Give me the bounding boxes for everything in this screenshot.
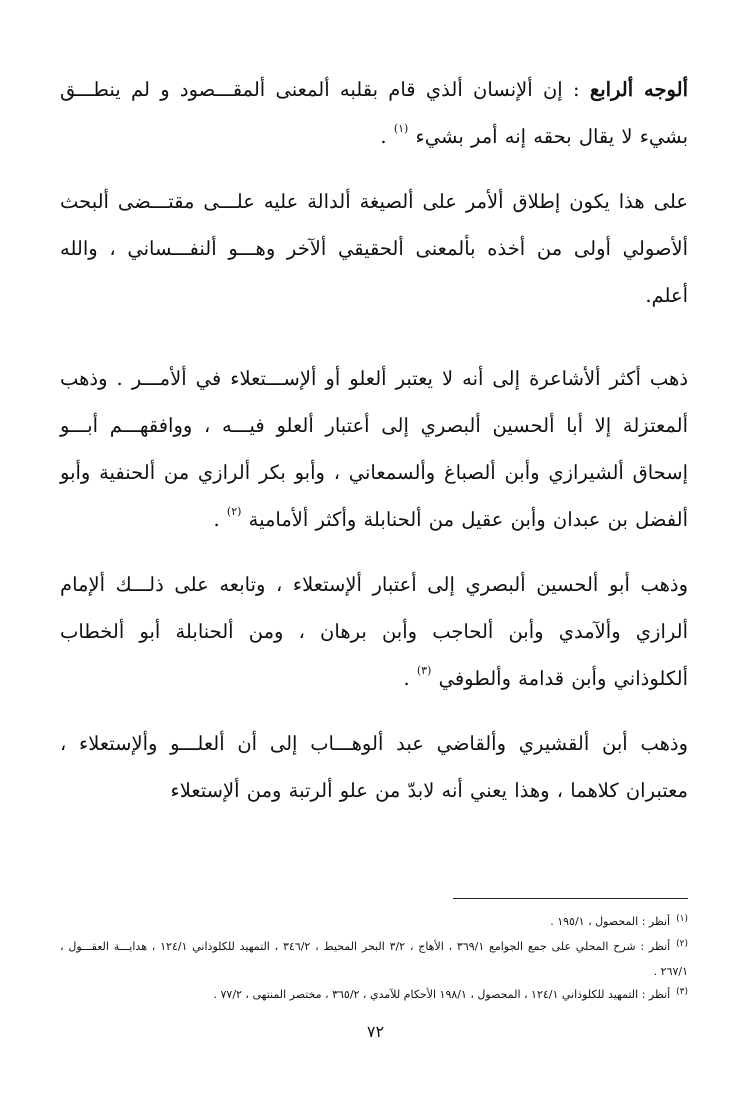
footnote-ref[interactable]: (٢) xyxy=(226,504,242,518)
page-body xyxy=(60,60,688,1050)
page-number: ٧٢ xyxy=(366,1022,385,1041)
footnote-number: (٣) xyxy=(676,987,688,997)
footnote-item xyxy=(60,935,688,983)
footnote-number: (٢) xyxy=(676,939,688,949)
paragraph-tail: . xyxy=(403,667,410,690)
paragraph-tail: . xyxy=(380,125,387,148)
footnote-text: أنظر : المحصول ، ١٩٥/١ . xyxy=(550,915,671,928)
paragraph-text: وذهب أبن ألقشيري وألقاضي عبد ألوهـــاب إلى أن ألعلـــو وألإستعلاء ، معتبران كلاهما ، وهذا يعني أنه لابدّ من علو ألرتبة ومن ألإستعلاء xyxy=(60,732,688,802)
paragraph-abu-husayn xyxy=(60,561,688,702)
paragraph-conclusion xyxy=(60,178,688,319)
paragraph-qushayri xyxy=(60,720,688,814)
footnote-number: (١) xyxy=(676,914,688,924)
paragraph-text: ذهب أكثر ألأشاعرة إلى أنه لا يعتبر ألعلو أو ألإســـتعلاء في ألأمـــر . وذهب ألمعتزلة إلا أبا ألحسين ألبصري إلى أعتبار ألعلو فيـــه ، ووافقهـــم أبـــو إسحاق ألشيرازي وأبن ألصباغ وألسمعاني ، وأبو بكر ألرازي من ألحنفية وأبو ألفضل بن عبدان وأبن عقيل من ألحنابلة وأكثر ألأمامية xyxy=(60,367,688,531)
paragraph-text: وذهب أبو ألحسين ألبصري إلى أعتبار ألإستعلاء ، وتابعه على ذلـــك ألإمام ألرازي وألآمدي وأبن ألحاجب وأبن برهان ، ومن ألحنابلة أبو ألخطاب ألكلوذاني وأبن قدامة وألطوفي xyxy=(60,573,688,690)
paragraph-text: على هذا يكون إطلاق ألأمر على ألصيغة ألدالة عليه علـــى مقتـــضى ألبحث ألأصولي أولى من أخذه بألمعنى ألحقيقي ألآخر وهـــو ألنفـــساني ، والله أعلم. xyxy=(60,190,688,307)
paragraph-text: : إن ألإنسان ألذي قام بقلبه ألمعنى ألمقـــصود و لم ينطـــق بشيء لا يقال بحقه إنه أمر بشيء xyxy=(60,78,688,148)
footnote-text: أنظر : شرح المحلي على جمع الجوامع ٣٦٩/١ ، الأهاج ، ٣/٢ البحر المحيط ، ٣٤٦/٢ ، التمهيد للكلوذاني ١٢٤/١ ، هدايـــة العقـــول ، ٢٦٧/١ . xyxy=(60,940,688,978)
footnote-ref[interactable]: (٣) xyxy=(416,663,432,677)
paragraph-lead: ألوجه ألرابع xyxy=(589,78,688,101)
footnote-text: أنظر : التمهيد للكلوذاني ١٢٤/١ ، المحصول ، ١٩٨/١ الأحكام للآمدي ، ٣٦٥/٢ ، مختصر المنتهى ، ٧٧/٢ . xyxy=(213,988,671,1001)
footnote-divider xyxy=(453,898,688,899)
paragraph-fourth-aspect xyxy=(60,66,688,160)
paragraph-ashaira xyxy=(60,355,688,543)
footnote-ref[interactable]: (١) xyxy=(393,121,409,135)
footnote-list xyxy=(60,910,688,1008)
footnote-item xyxy=(60,983,688,1008)
paragraph-tail: . xyxy=(213,508,220,531)
footnote-item xyxy=(60,910,688,935)
